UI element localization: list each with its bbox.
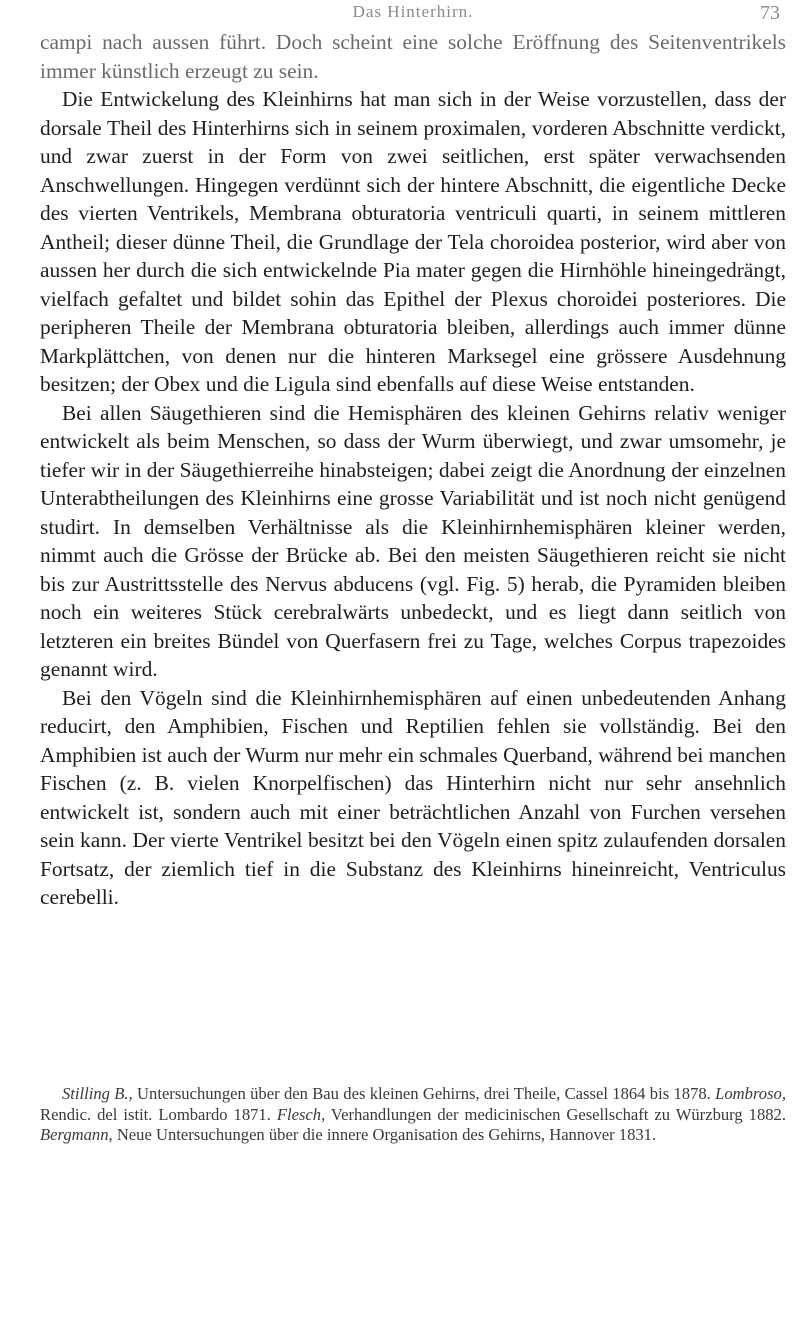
paragraph-birds-fish: Bei den Vögeln sind die Kleinhirnhemisphären auf einen unbedeutenden Anhang reducirt, den Amphibien, Fischen und Reptilien fehlen sie vollständig. Bei den Amphibien ist auch der Wurm nur mehr ein schmales Querband, während bei manchen Fischen (z. B. vielen Knorpelfischen) das Hinterhirn nicht nur sehr ansehnlich entwickelt ist, sondern auch mit einer beträchtlichen Anzahl von Furchen versehen sein kann. Der vierte Ventrikel besitzt bei den Vögeln einen spitz zulaufenden dorsalen Fortsatz, der ziemlich tief in die Substanz des Kleinhirns hineinreicht, Ventriculus cerebelli. [40,685,786,909]
reference-author-stilling: Stilling B., [62,1084,133,1103]
running-title: Das Hinterhirn. [352,2,474,21]
reference-text-flesch: Verhandlungen der medicinischen Gesellschaft zu Würzburg 1882. [325,1104,787,1124]
book-page [40,0,786,1330]
reference-author-lombroso: Lombroso, [715,1084,787,1103]
running-header [40,2,786,28]
references [40,1084,786,1146]
paragraph-development: Die Entwickelung des Kleinhirns hat man sich in der Weise vorzustellen, dass der dorsale Theil des Hinterhirns sich in seinem proximalen, vorderen Abschnitte verdickt, und zwar zuerst in der Form von zwei seitlichen, erst später verwachsenden Anschwellungen. Hingegen verdünnt sich der hintere Abschnitt, die eigentliche Decke des vierten Ventrikels, Membrana obturatoria ventriculi quarti, in seinem mittleren Antheil; dieser dünne Theil, die Grundlage der Tela choroidea posterior, wird aber von aussen her durch die sich entwickelnde Pia mater gegen die Hirnhöhle hineingedrängt, vielfach gefaltet und bildet sohin das Epithel der Plexus choroidei posteriores. Die peripheren Theile der Membrana obturatoria bleiben, allerdings auch immer dünne Markplättchen, von denen nur die hinteren Marksegel eine grössere Ausdehnung besitzen; der Obex und die Ligula sind ebenfalls auf diese Weise entstanden. [40,87,786,396]
paragraph-mammals: Bei allen Säugethieren sind die Hemisphären des kleinen Gehirns relativ weniger entwickelt als beim Menschen, so dass der Wurm überwiegt, und zwar umsomehr, je tiefer wir in der Säugethierreihe hinabsteigen; dabei zeigt die Anordnung der einzelnen Unterabtheilungen des Kleinhirns eine grosse Variabilität und ist noch nicht genügend studirt. In demselben Verhältnisse als die Kleinhirnhemisphären kleiner werden, nimmt auch die Grösse der Brücke ab. Bei den meisten Säugethieren reicht sie nicht bis zur Austrittsstelle des Nervus abducens (vgl. Fig. 5) herab, die Pyramiden bleiben noch ein weiteres Stück cerebralwärts unbedeckt, und es liegt dann seitlich von letzteren ein breites Bündel von Querfasern frei zu Tage, welches Corpus trapezoides genannt wird. [40,400,786,681]
reference-text-bergmann: Neue Untersuchungen über die innere Organisation des Gehirns, Hannover 1831. [112,1125,657,1144]
page-number: 73 [760,2,780,24]
reference-list [40,1084,786,1146]
reference-author-flesch: Flesch, [276,1104,326,1124]
paragraph-continuation: campi nach aussen führt. Doch scheint eine solche Eröffnung des Seitenventrikels immer künstlich erzeugt zu sein. [40,30,786,83]
reference-text-stilling: Untersuchungen über den Bau des kleinen Gehirns, drei Theile, Cassel 1864 bis 1878. [132,1084,716,1103]
reference-author-bergmann: Bergmann, [40,1125,113,1144]
body-text [40,28,786,912]
reference-text-lombroso: Rendic. del istit. Lombardo 1871. [40,1104,277,1124]
